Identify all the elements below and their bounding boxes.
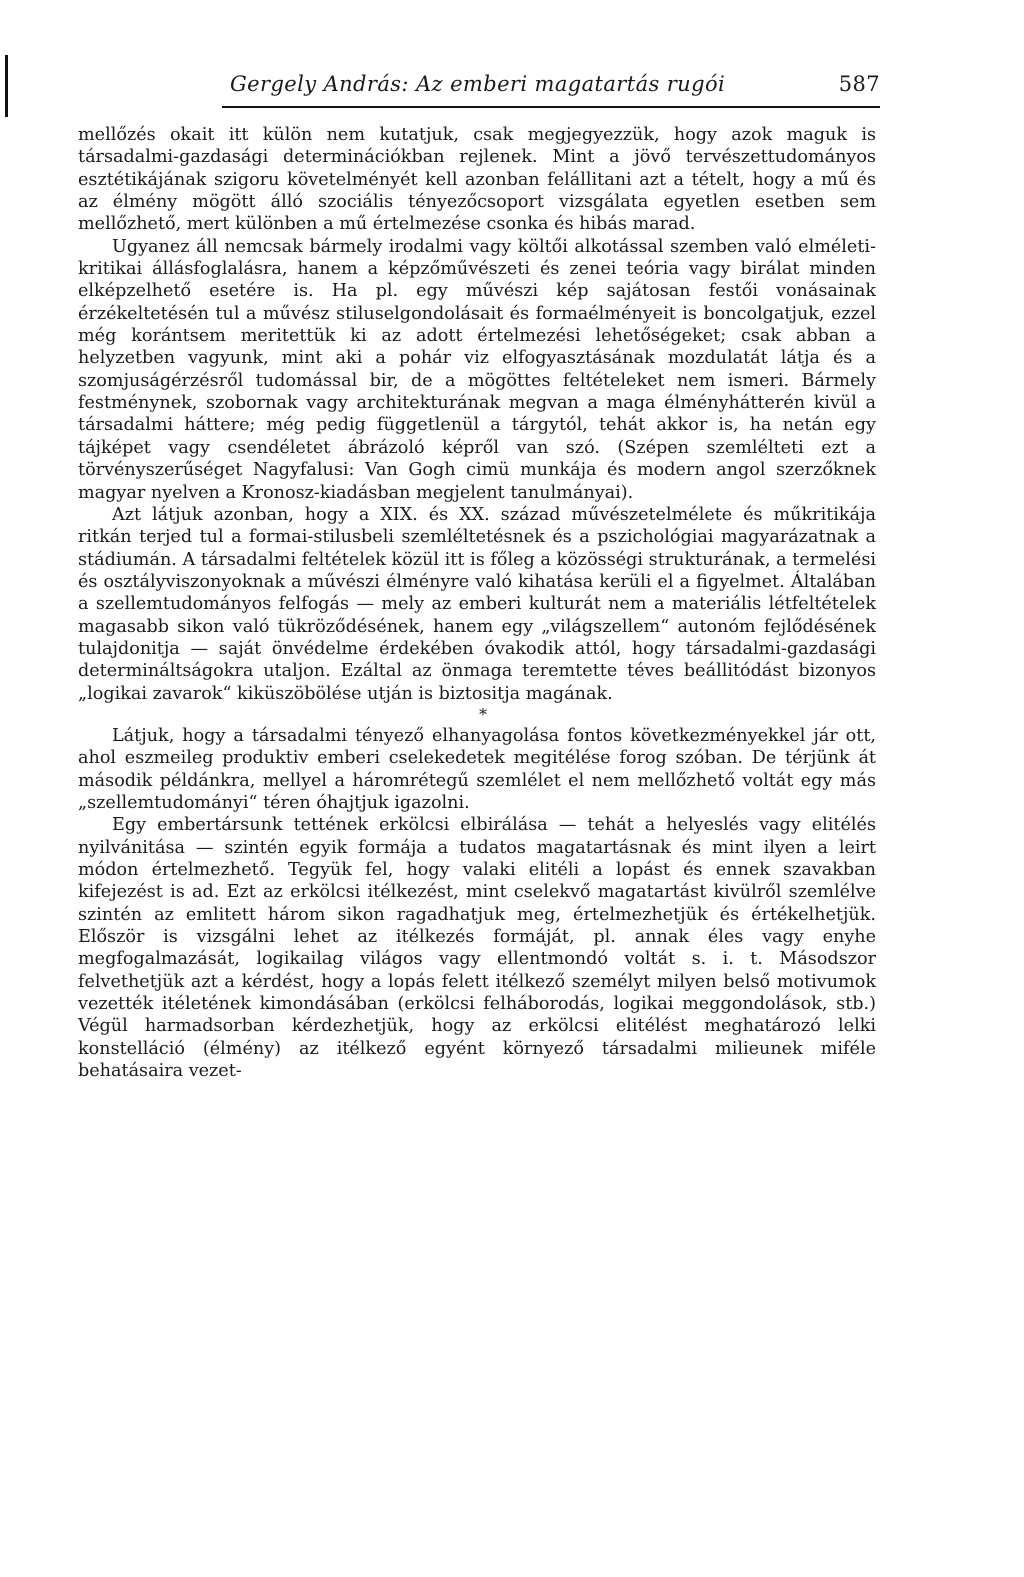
running-header [230,72,880,96]
paragraph-5: Egy embertársunk tettének erkölcsi elbirálása — tehát a helyeslés vagy elitélés nyilvánitása — szintén egyik formája a tudatos magatartásnak és mint ilyen a leirt módon értelmezhető. Tegyük fel, hogy valaki elitéli a lopást és ennek szavakban kifejezést is ad. Ezt az erkölcsi itélkezést, mint cselekvő magatartást kivülről szemlélve szintén az emlitett három sikon ragadhatjuk meg, értelmezhetjük és értékelhetjük. Először is vizsgálni lehet az itélkezés formáját, pl. annak éles vagy enyhe megfogalmazását, logikailag világos vagy ellentmondó voltát s. i. t. Másodszor felvethetjük azt a kérdést, hogy a lopás felett itélkező személyt milyen belső motivumok vezették itéletének kimondásában (erkölcsi felháborodás, logikai meggondolások, stb.) Végül harmadsorban kérdezhetjük, hogy az erkölcsi elitélést meghatározó lelki konstelláció (élmény) az itélkező egyént környező társadalmi milieunek miféle behatásaira vezet- [78,815,876,1082]
paragraph-1: mellőzés okait itt külön nem kutatjuk, csak megjegyezzük, hogy azok maguk is társadalmi-gazdasági determinációkban rejlenek. Mint a jövő tervészettudományos esztétikájának szigoru követelményét kell azonban felállitani azt a tételt, hogy a mű és az élmény mögött álló szociális tényezőcsoport vizsgálata egyetlen esetben sem mellőzhető, mert különben a mű értelmezése csonka és hibás marad. [78,125,876,235]
section-divider: * [479,704,487,724]
paragraph-4: Látjuk, hogy a társadalmi tényező elhanyagolása fontos következményekkel jár ott, ahol eszmeileg produktiv emberi cselekedetek megitélése forog szóban. De térjünk át második példánkra, mellyel a háromrétegű szemlélet el nem mellőzhető voltát egy más „szellemtudományi“ téren óhajtjuk igazolni. [78,725,876,813]
paragraph-3: Azt látjuk azonban, hogy a XIX. és XX. század művészetelmélete és műkritikája ritkán terjed tul a formai-stilusbeli szemléltetésnek és a pszichológiai magyarázatnak a stádiumán. A társadalmi feltételek közül itt is főleg a közösségi strukturának, a termelési és osztályviszonyoknak a művészi élményre való kihatása kerüli el a figyelmet. Általában a szellemtudományos felfogás — mely az emberi kulturát nem a materiális létfeltételek magasabb sikon való tükröződésének, hanem egy „világszellem“ autonóm fejlődésének tulajdonitja — saját önvédelme érdekében óvakodik attól, hogy társadalmi-gazdasági determináltságokra utaljon. Ezáltal az önmaga teremtette téves beállitódást bizonyos „logikai zavarok“ kiküszöbölése utján is biztositja magának. [78,504,876,704]
header-rule [222,106,880,108]
scan-edge-mark [5,55,8,117]
running-title: Gergely András: Az emberi magatartás rugói [230,72,726,96]
paragraph-2: Ugyanez áll nemcsak bármely irodalmi vagy költői alkotással szemben való elméleti-kritikai állásfoglalásra, hanem a képzőművészeti és zenei teória vagy birálat minden elképzelhető esetére is. Ha pl. egy művészi kép sajátosan festői vonásainak érzékeltetésén tul a művész stiluselgondolásait és formaélményeit is boncolgatjuk, ezzel még korántsem meritettük ki az adott értelmezési lehetőségeket; csak abban a helyzetben vagyunk, mint aki a pohár viz elfogyasztásának mozdulatát látja és a szomjuságérzésről tudomással bir, de a mögöttes feltételeket nem ismeri. Bármely festménynek, szobornak vagy architekturának megvan a maga élményhátterén kivül a társadalmi háttere; még pedig függetlenül a tárgytól, tehát akkor is, ha netán egy tájképet vagy csendéletet ábrázoló képről van szó. (Szépen szemlélteti ezt a törvényszerűséget Nagyfalusi: Van Gogh cimü munkája és modern angol szerzőknek magyar nyelven a Kronosz-kiadásban megjelent tanulmányai). [78,236,876,503]
body-text [78,124,876,1082]
page-number: 587 [838,72,880,96]
